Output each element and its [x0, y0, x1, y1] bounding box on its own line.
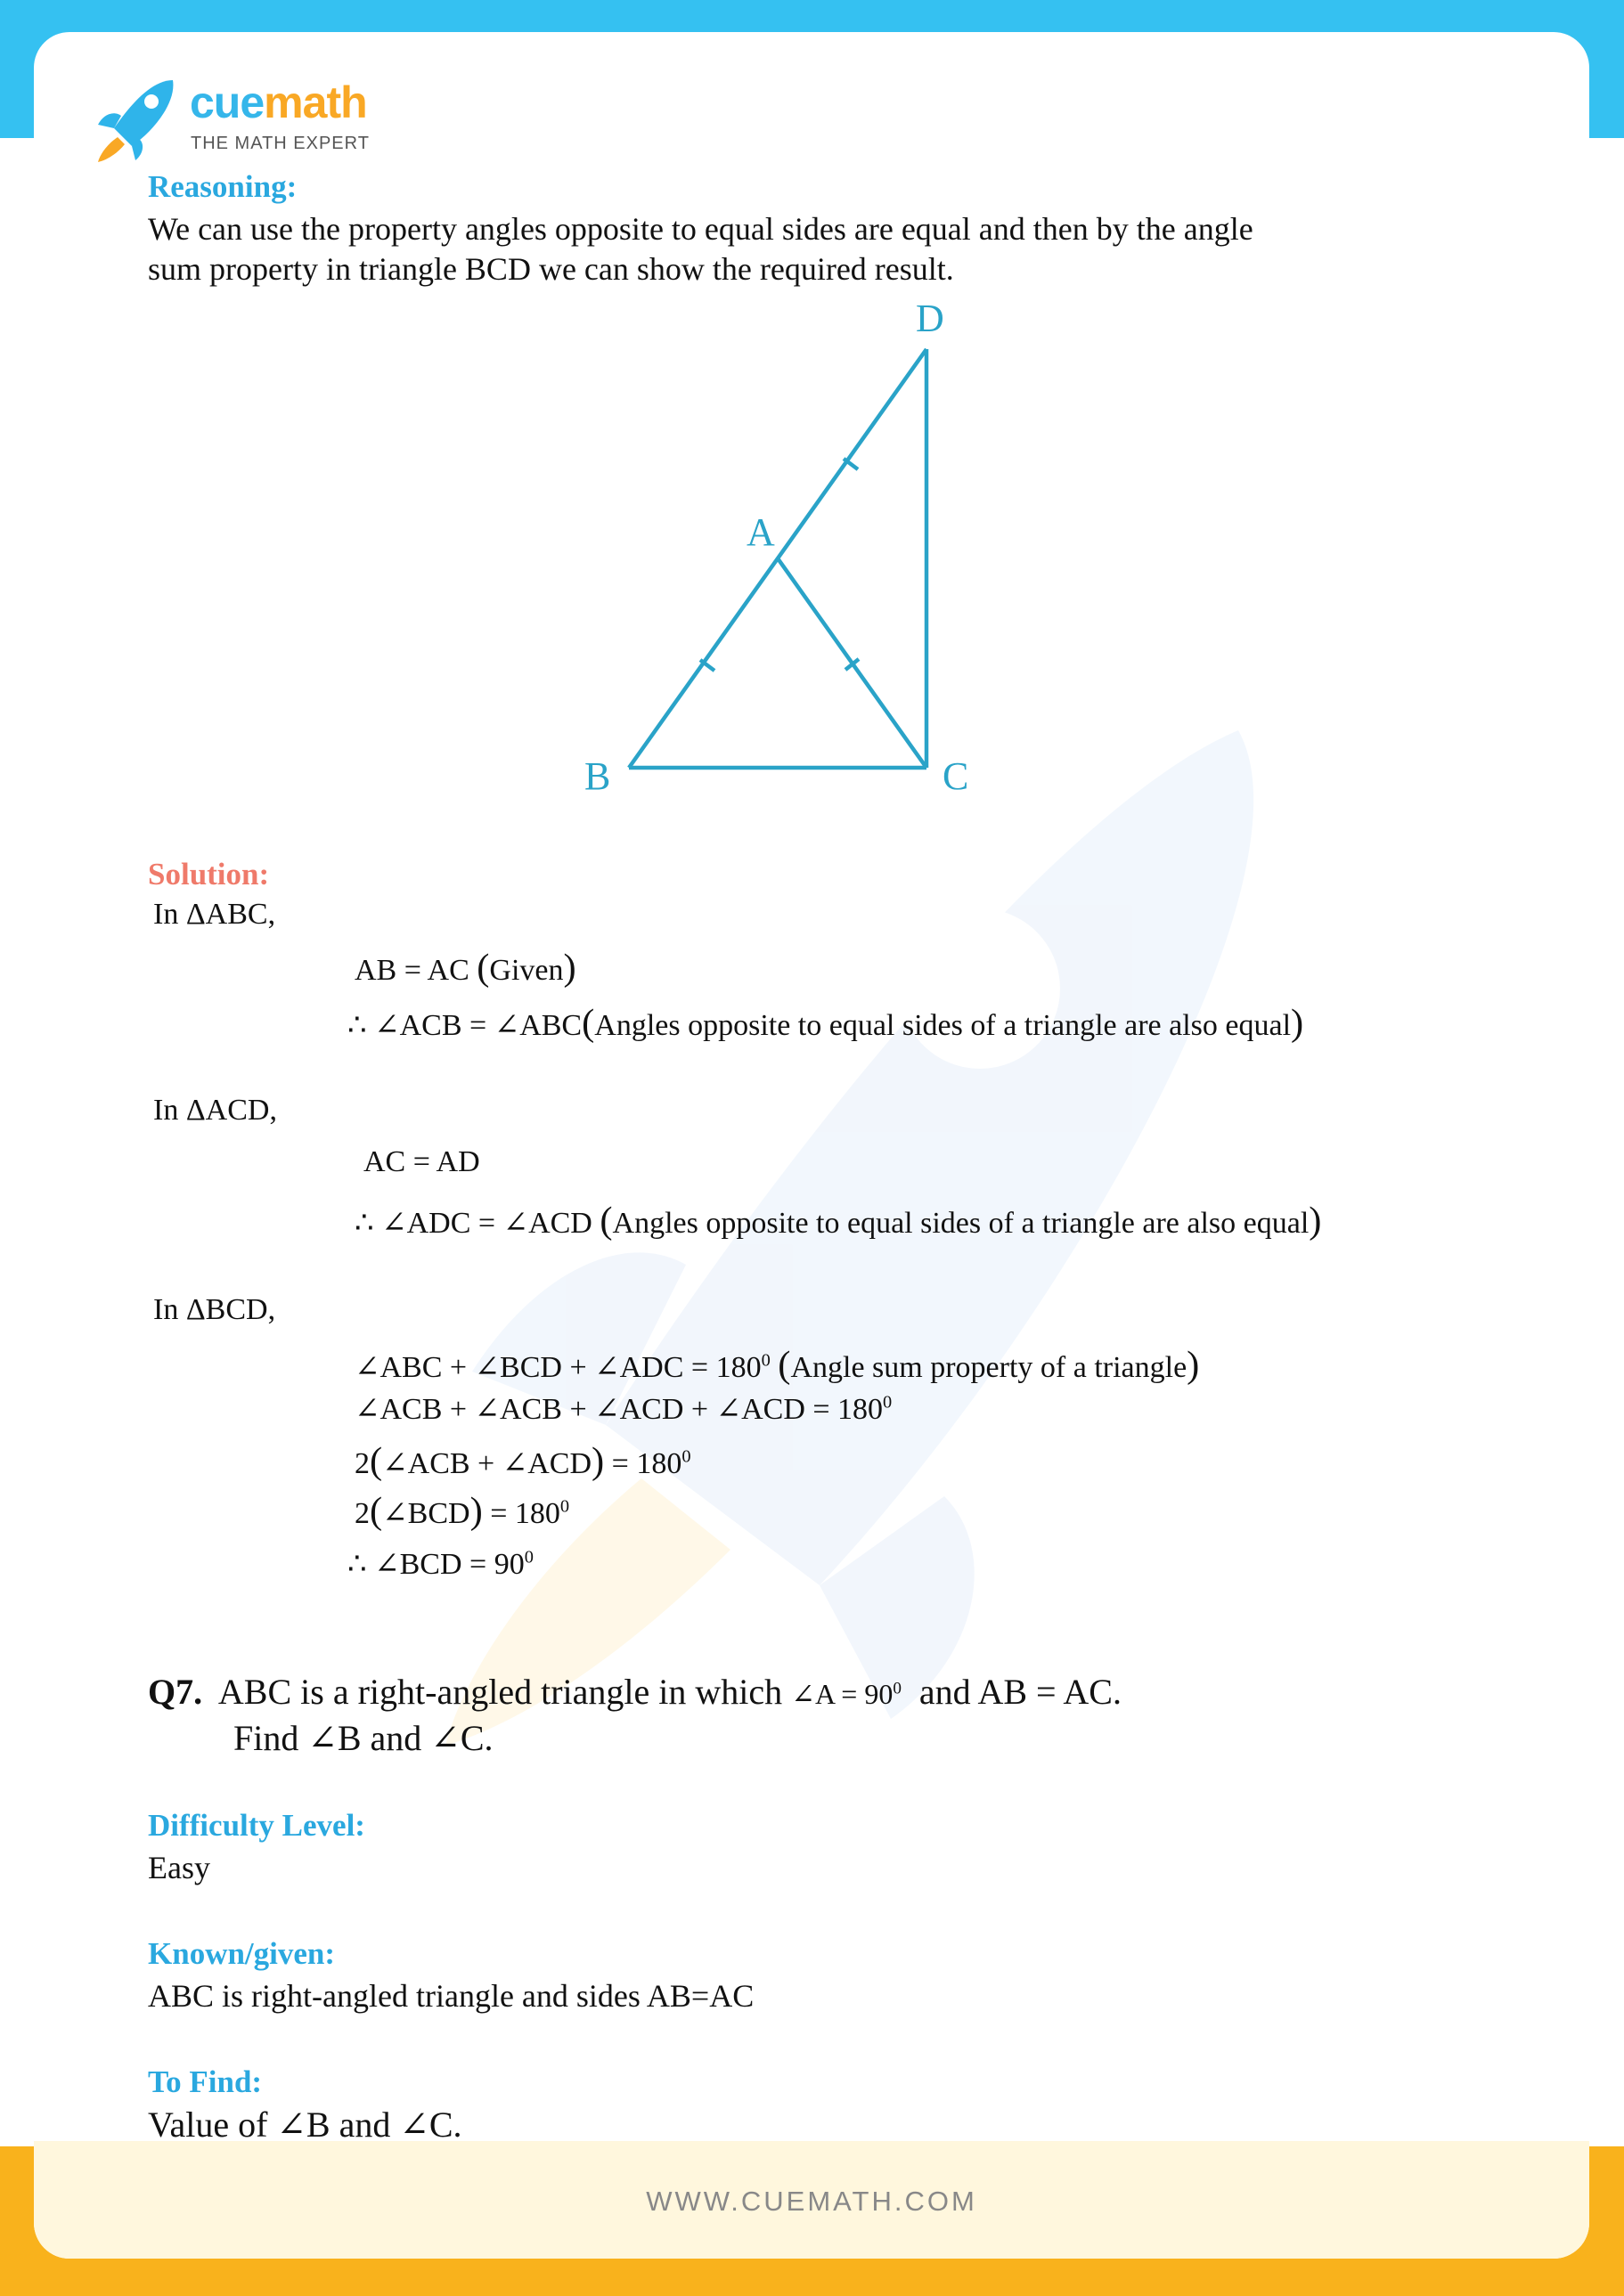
label-d: D: [916, 297, 944, 340]
acd-step-1: AC = AD: [363, 1145, 480, 1178]
reasoning-line-2: sum property in triangle BCD we can show the required result.: [148, 251, 954, 287]
triangle-diagram: [570, 294, 1016, 810]
difficulty-heading: Difficulty Level:: [148, 1808, 365, 1843]
find-value: Value of ∠B and ∠C.: [148, 2105, 462, 2145]
abc-step-2: ∴ ∠ACB = ∠ABC(Angles opposite to equal sides of a triangle are also equal): [347, 1002, 1304, 1044]
bcd-step-3: 2(∠ACB + ∠ACD) = $180^0$: [355, 1440, 691, 1482]
solution-heading: Solution:: [148, 857, 270, 892]
cuemath-wordmark[interactable]: cuemath: [190, 77, 367, 127]
acd-intro: In ΔACD,: [153, 1094, 277, 1127]
abc-intro: In ΔABC,: [153, 898, 276, 931]
abc-step-1: AB = AC (Given): [355, 947, 576, 989]
q7-question: Q7. ABC is a right-angled triangle in which ∠A = $90^0$ and AB = AC.: [148, 1672, 1122, 1712]
q7-question-line-2: Find ∠B and ∠C.: [233, 1718, 494, 1758]
find-heading: To Find:: [148, 2064, 263, 2099]
reasoning-line-1: We can use the property angles opposite to equal sides are equal and then by the angle: [148, 211, 1253, 247]
acd-step-2: ∴ ∠ADC = ∠ACD (Angles opposite to equal sides of a triangle are also equal): [355, 1200, 1322, 1242]
label-a: A: [747, 510, 775, 554]
bcd-step-2: ∠ACB + ∠ACB + ∠ACD + ∠ACD = $180^0$: [355, 1392, 893, 1426]
label-c: C: [943, 754, 969, 798]
label-b: B: [584, 754, 611, 798]
known-value: ABC is right-angled triangle and sides AB=AC: [148, 1978, 755, 2014]
reasoning-heading: Reasoning:: [148, 169, 298, 204]
footer-url[interactable]: WWW.CUEMATH.COM: [646, 2186, 977, 2217]
bcd-step-4: 2(∠BCD) = $180^0$: [355, 1490, 570, 1532]
cuemath-tagline: THE MATH EXPERT: [191, 134, 370, 153]
bcd-intro: In ΔBCD,: [153, 1293, 276, 1326]
bcd-step-1: ∠ABC + ∠BCD + ∠ADC = $180^0$ (Angle sum property of a triangle): [355, 1344, 1200, 1386]
known-heading: Known/given:: [148, 1936, 336, 1971]
bcd-conclusion: ∴ ∠BCD = $90^0$: [347, 1547, 534, 1581]
difficulty-value: Easy: [148, 1850, 210, 1885]
